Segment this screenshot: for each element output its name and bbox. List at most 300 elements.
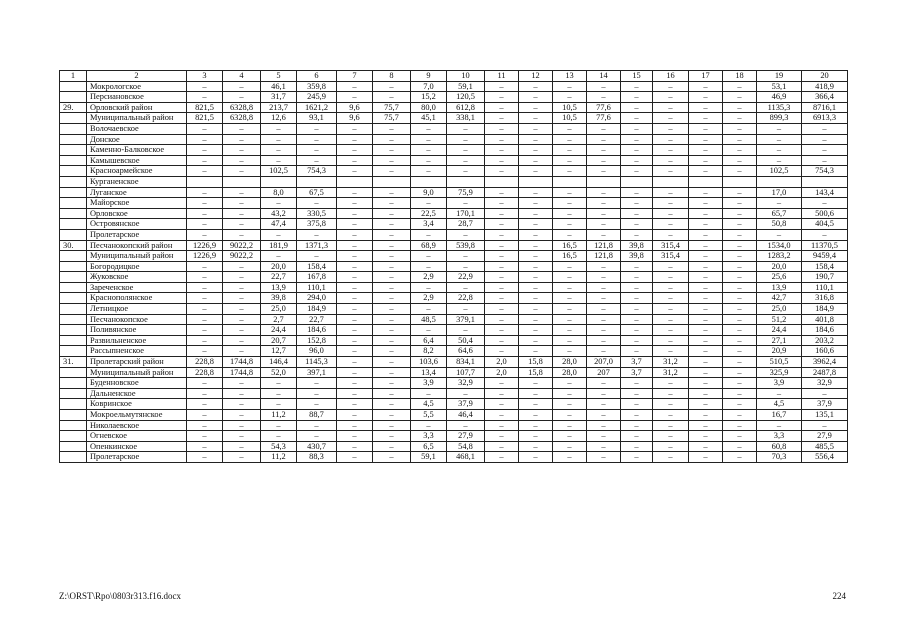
value-cell: –	[447, 198, 485, 209]
value-cell: –	[485, 410, 519, 421]
value-cell: –	[519, 293, 553, 304]
value-cell: 8,0	[261, 187, 297, 198]
value-cell: –	[373, 166, 411, 177]
row-number-cell	[60, 452, 87, 463]
value-cell: 77,6	[587, 102, 621, 113]
value-cell: 37,9	[802, 399, 848, 410]
value-cell: 485,5	[802, 441, 848, 452]
value-cell: –	[261, 155, 297, 166]
value-cell: –	[553, 293, 587, 304]
row-name-cell: Буденновское	[87, 378, 187, 389]
value-cell: 228,8	[187, 357, 223, 368]
value-cell: –	[337, 293, 373, 304]
value-cell: –	[653, 198, 689, 209]
row-name-cell: Муниципальный район	[87, 367, 187, 378]
value-cell: –	[337, 314, 373, 325]
value-cell: –	[723, 102, 757, 113]
value-cell: –	[261, 420, 297, 431]
value-cell: –	[485, 293, 519, 304]
value-cell: 1226,9	[187, 240, 223, 251]
value-cell: –	[485, 304, 519, 315]
header-cell: 10	[447, 71, 485, 82]
value-cell: –	[653, 304, 689, 315]
value-cell: –	[485, 399, 519, 410]
value-cell: –	[621, 420, 653, 431]
value-cell: –	[187, 314, 223, 325]
value-cell: 110,1	[802, 282, 848, 293]
value-cell: 556,4	[802, 452, 848, 463]
value-cell: –	[373, 123, 411, 134]
value-cell: –	[485, 102, 519, 113]
value-cell: –	[553, 325, 587, 336]
value-cell: –	[519, 388, 553, 399]
value-cell: 612,8	[447, 102, 485, 113]
value-cell: –	[653, 293, 689, 304]
value-cell: –	[587, 187, 621, 198]
value-cell: –	[519, 314, 553, 325]
value-cell: 1534,0	[757, 240, 802, 251]
value-cell: –	[587, 399, 621, 410]
value-cell: 1145,3	[297, 357, 337, 368]
value-cell: –	[485, 187, 519, 198]
value-cell: –	[621, 431, 653, 442]
value-cell: –	[373, 335, 411, 346]
row-number-cell	[60, 282, 87, 293]
value-cell: –	[689, 134, 723, 145]
row-number-cell	[60, 410, 87, 421]
value-cell: –	[223, 335, 261, 346]
value-cell: –	[411, 282, 447, 293]
value-cell: 6913,3	[802, 113, 848, 124]
value-cell: –	[723, 272, 757, 283]
value-cell: 6,4	[411, 335, 447, 346]
value-cell: –	[553, 452, 587, 463]
table-row	[60, 420, 848, 431]
value-cell: –	[373, 272, 411, 283]
value-cell: 46,4	[447, 410, 485, 421]
value-cell: 59,1	[411, 452, 447, 463]
value-cell: 43,2	[261, 208, 297, 219]
value-cell: 15,2	[411, 92, 447, 103]
header-cell: 11	[485, 71, 519, 82]
value-cell: –	[621, 335, 653, 346]
value-cell: –	[802, 134, 848, 145]
value-cell: –	[337, 431, 373, 442]
value-cell: 315,4	[653, 251, 689, 262]
value-cell: –	[337, 420, 373, 431]
value-cell: 54,3	[261, 441, 297, 452]
row-name-cell: Луганское	[87, 187, 187, 198]
value-cell: 330,5	[297, 208, 337, 219]
value-cell: –	[757, 123, 802, 134]
value-cell: –	[187, 261, 223, 272]
table-row	[60, 219, 848, 230]
value-cell: –	[689, 81, 723, 92]
row-number-cell	[60, 388, 87, 399]
value-cell: –	[519, 166, 553, 177]
value-cell: –	[373, 304, 411, 315]
value-cell: –	[223, 346, 261, 357]
value-cell: –	[519, 420, 553, 431]
value-cell: 65,7	[757, 208, 802, 219]
value-cell: –	[653, 92, 689, 103]
value-cell: –	[621, 208, 653, 219]
value-cell: 9022,2	[223, 251, 261, 262]
value-cell: 3,7	[621, 357, 653, 368]
value-cell: –	[223, 166, 261, 177]
value-cell: 27,9	[802, 431, 848, 442]
value-cell: –	[187, 378, 223, 389]
value-cell: –	[587, 410, 621, 421]
row-name-cell: Песчанокопский район	[87, 240, 187, 251]
value-cell: 4,5	[757, 399, 802, 410]
value-cell: –	[411, 155, 447, 166]
table-row	[60, 272, 848, 283]
value-cell: 20,9	[757, 346, 802, 357]
value-cell: –	[337, 410, 373, 421]
value-cell: 12,7	[261, 346, 297, 357]
value-cell: –	[689, 325, 723, 336]
value-cell: –	[187, 229, 223, 240]
value-cell: –	[223, 155, 261, 166]
header-cell: 16	[653, 71, 689, 82]
value-cell: –	[587, 155, 621, 166]
value-cell: –	[223, 272, 261, 283]
value-cell: –	[223, 134, 261, 145]
value-cell: –	[447, 134, 485, 145]
value-cell: –	[337, 219, 373, 230]
value-cell: –	[373, 198, 411, 209]
value-cell: 32,9	[802, 378, 848, 389]
value-cell: –	[621, 272, 653, 283]
value-cell: –	[297, 134, 337, 145]
value-cell: 51,2	[757, 314, 802, 325]
table-row	[60, 346, 848, 357]
value-cell: 1744,8	[223, 357, 261, 368]
value-cell: 12,6	[261, 113, 297, 124]
value-cell: –	[553, 261, 587, 272]
value-cell: –	[802, 420, 848, 431]
value-cell: –	[373, 155, 411, 166]
value-cell: –	[187, 145, 223, 156]
value-cell: 228,8	[187, 367, 223, 378]
value-cell: –	[187, 441, 223, 452]
value-cell: –	[223, 452, 261, 463]
row-name-cell: Пролетарское	[87, 452, 187, 463]
value-cell: 9022,2	[223, 240, 261, 251]
value-cell: –	[519, 92, 553, 103]
value-cell: –	[373, 357, 411, 368]
value-cell: 42,7	[757, 293, 802, 304]
value-cell: –	[519, 113, 553, 124]
value-cell: –	[223, 304, 261, 315]
value-cell: –	[653, 420, 689, 431]
value-cell: –	[723, 198, 757, 209]
value-cell: –	[723, 92, 757, 103]
value-cell: –	[723, 431, 757, 442]
value-cell: –	[621, 325, 653, 336]
value-cell: 70,3	[757, 452, 802, 463]
row-number-cell	[60, 325, 87, 336]
value-cell: 754,3	[297, 166, 337, 177]
row-name-cell: Богородицкое	[87, 261, 187, 272]
row-number-cell	[60, 145, 87, 156]
value-cell: –	[447, 166, 485, 177]
value-cell: –	[519, 123, 553, 134]
row-name-cell: Пролетарский район	[87, 357, 187, 368]
row-name-cell: Краснополянское	[87, 293, 187, 304]
value-cell: –	[485, 113, 519, 124]
value-cell: 9,6	[337, 113, 373, 124]
value-cell: –	[337, 145, 373, 156]
value-cell: –	[337, 399, 373, 410]
value-cell: 88,3	[297, 452, 337, 463]
value-cell: –	[485, 134, 519, 145]
value-cell: –	[485, 166, 519, 177]
value-cell: –	[653, 261, 689, 272]
value-cell: –	[757, 145, 802, 156]
value-cell: –	[485, 229, 519, 240]
value-cell: 899,3	[757, 113, 802, 124]
value-cell: –	[553, 282, 587, 293]
value-cell: –	[621, 388, 653, 399]
value-cell: –	[373, 240, 411, 251]
value-cell: 359,8	[297, 81, 337, 92]
value-cell: –	[689, 399, 723, 410]
value-cell: –	[485, 219, 519, 230]
value-cell: –	[485, 378, 519, 389]
value-cell: –	[447, 155, 485, 166]
value-cell: –	[261, 431, 297, 442]
value-cell	[187, 176, 223, 187]
value-cell: 8,2	[411, 346, 447, 357]
header-cell: 8	[373, 71, 411, 82]
value-cell: –	[621, 282, 653, 293]
value-cell: 39,8	[621, 240, 653, 251]
value-cell: –	[519, 198, 553, 209]
value-cell: –	[553, 335, 587, 346]
value-cell: –	[621, 113, 653, 124]
value-cell: –	[447, 261, 485, 272]
value-cell: –	[337, 335, 373, 346]
value-cell: –	[653, 335, 689, 346]
value-cell: –	[653, 123, 689, 134]
value-cell: –	[689, 293, 723, 304]
value-cell: –	[373, 325, 411, 336]
row-name-cell: Зареченское	[87, 282, 187, 293]
value-cell: –	[723, 293, 757, 304]
value-cell: –	[187, 399, 223, 410]
value-cell: –	[519, 219, 553, 230]
value-cell: 3,3	[757, 431, 802, 442]
value-cell: –	[653, 166, 689, 177]
value-cell: 27,1	[757, 335, 802, 346]
value-cell: –	[519, 261, 553, 272]
value-cell: 28,0	[553, 367, 587, 378]
header-cell: 17	[689, 71, 723, 82]
value-cell: –	[261, 388, 297, 399]
row-number-cell	[60, 187, 87, 198]
value-cell: 1744,8	[223, 367, 261, 378]
value-cell: –	[519, 134, 553, 145]
value-cell: –	[337, 441, 373, 452]
value-cell: 203,2	[802, 335, 848, 346]
value-cell: 20,7	[261, 335, 297, 346]
value-cell: –	[373, 410, 411, 421]
value-cell: 375,8	[297, 219, 337, 230]
value-cell: –	[337, 123, 373, 134]
value-cell: –	[689, 357, 723, 368]
value-cell: –	[485, 346, 519, 357]
value-cell: –	[587, 272, 621, 283]
value-cell: 25,6	[757, 272, 802, 283]
value-cell: –	[689, 187, 723, 198]
value-cell: –	[411, 166, 447, 177]
value-cell: 2,9	[411, 293, 447, 304]
value-cell: –	[587, 134, 621, 145]
value-cell: –	[223, 325, 261, 336]
value-cell: –	[485, 314, 519, 325]
value-cell: –	[653, 145, 689, 156]
value-cell: –	[223, 388, 261, 399]
header-cell: 1	[60, 71, 87, 82]
value-cell: –	[261, 134, 297, 145]
value-cell: –	[653, 208, 689, 219]
value-cell: 1226,9	[187, 251, 223, 262]
value-cell: –	[587, 388, 621, 399]
value-cell: 1371,3	[297, 240, 337, 251]
value-cell: –	[723, 187, 757, 198]
value-cell: –	[223, 399, 261, 410]
row-name-cell: Майорское	[87, 198, 187, 209]
value-cell: –	[223, 293, 261, 304]
value-cell: –	[587, 282, 621, 293]
value-cell: –	[485, 155, 519, 166]
value-cell: –	[223, 198, 261, 209]
value-cell: –	[223, 208, 261, 219]
value-cell: 135,1	[802, 410, 848, 421]
value-cell: –	[373, 420, 411, 431]
value-cell: 39,8	[621, 251, 653, 262]
value-cell: 13,4	[411, 367, 447, 378]
value-cell: –	[553, 346, 587, 357]
value-cell: 31,2	[653, 357, 689, 368]
value-cell: 107,7	[447, 367, 485, 378]
value-cell: –	[587, 420, 621, 431]
value-cell: 103,6	[411, 357, 447, 368]
value-cell: –	[689, 261, 723, 272]
value-cell: 96,0	[297, 346, 337, 357]
value-cell: –	[187, 431, 223, 442]
value-cell: 52,0	[261, 367, 297, 378]
value-cell: 22,8	[447, 293, 485, 304]
value-cell: –	[519, 304, 553, 315]
header-cell: 5	[261, 71, 297, 82]
value-cell	[553, 176, 587, 187]
value-cell: –	[411, 388, 447, 399]
value-cell: –	[519, 399, 553, 410]
value-cell: –	[447, 325, 485, 336]
value-cell: –	[261, 123, 297, 134]
row-number-cell	[60, 272, 87, 283]
value-cell: –	[223, 314, 261, 325]
value-cell: –	[187, 304, 223, 315]
value-cell: –	[802, 198, 848, 209]
value-cell: –	[187, 219, 223, 230]
value-cell: –	[621, 102, 653, 113]
value-cell: –	[553, 272, 587, 283]
value-cell: –	[297, 378, 337, 389]
value-cell: –	[587, 441, 621, 452]
table-row	[60, 240, 848, 251]
value-cell: 80,0	[411, 102, 447, 113]
value-cell: –	[723, 452, 757, 463]
value-cell: 11,2	[261, 452, 297, 463]
value-cell: –	[187, 293, 223, 304]
table-row	[60, 431, 848, 442]
value-cell: 64,6	[447, 346, 485, 357]
value-cell: –	[689, 420, 723, 431]
header-cell: 18	[723, 71, 757, 82]
footer-page-number: 224	[832, 591, 846, 601]
header-cell: 2	[87, 71, 187, 82]
value-cell: –	[485, 335, 519, 346]
value-cell: 821,5	[187, 113, 223, 124]
value-cell: –	[723, 378, 757, 389]
row-number-cell	[60, 123, 87, 134]
value-cell: –	[447, 145, 485, 156]
value-cell: –	[757, 388, 802, 399]
value-cell: –	[223, 145, 261, 156]
value-cell: –	[485, 441, 519, 452]
value-cell: 325,9	[757, 367, 802, 378]
value-cell: –	[653, 81, 689, 92]
value-cell: –	[337, 378, 373, 389]
value-cell: 121,8	[587, 240, 621, 251]
value-cell: –	[553, 219, 587, 230]
value-cell: –	[621, 229, 653, 240]
value-cell: –	[587, 123, 621, 134]
value-cell: –	[553, 81, 587, 92]
table-row	[60, 176, 848, 187]
row-name-cell: Опенкинское	[87, 441, 187, 452]
value-cell: 1135,3	[757, 102, 802, 113]
value-cell: –	[553, 145, 587, 156]
row-number-cell: 29.	[60, 102, 87, 113]
header-cell: 3	[187, 71, 223, 82]
value-cell: 88,7	[297, 410, 337, 421]
value-cell: 16,7	[757, 410, 802, 421]
row-number-cell	[60, 441, 87, 452]
value-cell: 37,9	[447, 399, 485, 410]
value-cell: –	[485, 282, 519, 293]
value-cell: –	[223, 431, 261, 442]
value-cell: –	[447, 388, 485, 399]
value-cell: 50,4	[447, 335, 485, 346]
value-cell: –	[373, 293, 411, 304]
value-cell: 184,9	[297, 304, 337, 315]
row-number-cell	[60, 176, 87, 187]
value-cell: 67,5	[297, 187, 337, 198]
value-cell: –	[653, 282, 689, 293]
value-cell: –	[519, 155, 553, 166]
value-cell: 93,1	[297, 113, 337, 124]
value-cell: –	[802, 123, 848, 134]
value-cell: –	[261, 145, 297, 156]
value-cell: –	[337, 134, 373, 145]
value-cell: 158,4	[802, 261, 848, 272]
value-cell: –	[373, 367, 411, 378]
